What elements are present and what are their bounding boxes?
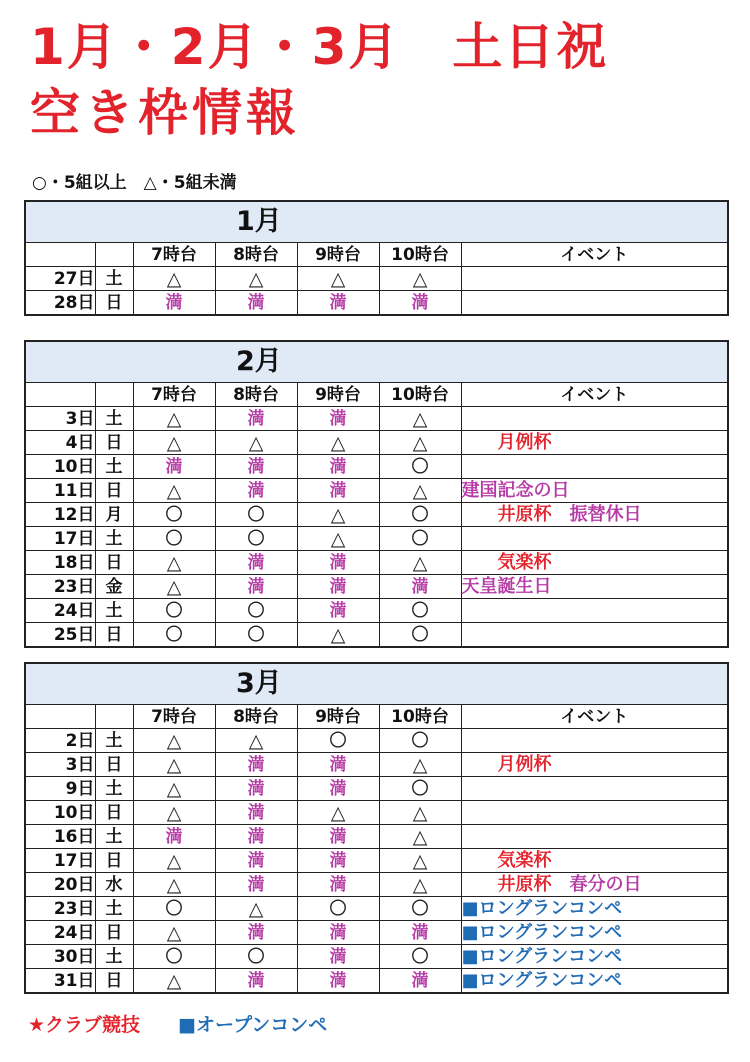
- date-cell: 24日: [25, 921, 95, 945]
- date-cell: 16日: [25, 825, 95, 849]
- event-cell: 天皇誕生日: [461, 575, 728, 599]
- event-cell: [461, 503, 728, 527]
- weekday-cell: 日: [95, 801, 133, 825]
- blank-header: [95, 243, 133, 267]
- date-cell: 4日: [25, 431, 95, 455]
- slot-status-cell: 〇: [133, 945, 215, 969]
- weekday-cell: 水: [95, 873, 133, 897]
- slot-status-cell: 〇: [215, 623, 297, 648]
- open-competition-label: ■オープンコンペ: [178, 1014, 328, 1036]
- slot-status-cell: 満: [379, 969, 461, 994]
- legend: ○・5組以上 △・5組未満: [32, 173, 237, 193]
- slot-status-cell: 〇: [133, 623, 215, 648]
- weekday-cell: 土: [95, 599, 133, 623]
- slot-status-cell: 満: [297, 455, 379, 479]
- column-header: 9時台: [297, 383, 379, 407]
- slot-status-cell: 満: [215, 801, 297, 825]
- schedule-table-3: [24, 662, 729, 994]
- table-row: [25, 873, 728, 897]
- slot-status-cell: △: [215, 431, 297, 455]
- date-cell: 10日: [25, 801, 95, 825]
- column-header: イベント: [461, 243, 728, 267]
- slot-status-cell: 〇: [379, 599, 461, 623]
- slot-status-cell: △: [297, 623, 379, 648]
- table-row: [25, 825, 728, 849]
- footer-legend: [28, 1010, 327, 1037]
- slot-status-cell: 満: [215, 407, 297, 431]
- slot-status-cell: 満: [297, 599, 379, 623]
- slot-status-cell: 満: [297, 291, 379, 316]
- event-cell: 月例杯: [461, 753, 728, 777]
- slot-status-cell: 満: [215, 753, 297, 777]
- event-cell: ■ロングランコンペ: [461, 921, 728, 945]
- slot-status-cell: 〇: [379, 729, 461, 753]
- slot-status-cell: 〇: [379, 777, 461, 801]
- table-row: [25, 969, 728, 994]
- slot-status-cell: 満: [215, 849, 297, 873]
- page-title-line1: 1月・2月・3月 土日祝: [30, 18, 609, 76]
- table-row: [25, 551, 728, 575]
- date-cell: 3日: [25, 407, 95, 431]
- slot-status-cell: △: [379, 801, 461, 825]
- column-header: 8時台: [215, 243, 297, 267]
- slot-status-cell: △: [379, 825, 461, 849]
- date-cell: 2日: [25, 729, 95, 753]
- slot-status-cell: △: [215, 267, 297, 291]
- slot-status-cell: △: [379, 407, 461, 431]
- schedule-table-2: [24, 340, 729, 648]
- slot-status-cell: 〇: [297, 897, 379, 921]
- date-cell: 23日: [25, 897, 95, 921]
- slot-status-cell: △: [133, 575, 215, 599]
- slot-status-cell: 〇: [297, 729, 379, 753]
- date-cell: 10日: [25, 455, 95, 479]
- column-header-row: [25, 705, 728, 729]
- slot-status-cell: 満: [379, 291, 461, 316]
- column-header: 10時台: [379, 705, 461, 729]
- club-competition-label: ★クラブ競技: [28, 1014, 141, 1036]
- table-row: [25, 431, 728, 455]
- weekday-cell: 金: [95, 575, 133, 599]
- column-header: 7時台: [133, 705, 215, 729]
- slot-status-cell: 満: [297, 873, 379, 897]
- date-cell: 17日: [25, 849, 95, 873]
- month-heading: [25, 341, 728, 383]
- slot-status-cell: 〇: [379, 623, 461, 648]
- weekday-cell: 日: [95, 623, 133, 648]
- slot-status-cell: △: [133, 777, 215, 801]
- blank-header: [95, 705, 133, 729]
- event-cell: [461, 267, 728, 291]
- slot-status-cell: 満: [215, 873, 297, 897]
- event-cell: [461, 291, 728, 316]
- event-cell: [461, 407, 728, 431]
- slot-status-cell: △: [133, 431, 215, 455]
- slot-status-cell: 〇: [133, 897, 215, 921]
- slot-status-cell: 〇: [133, 599, 215, 623]
- slot-status-cell: 満: [297, 753, 379, 777]
- date-cell: 11日: [25, 479, 95, 503]
- slot-status-cell: 満: [215, 575, 297, 599]
- table-row: [25, 575, 728, 599]
- date-cell: 25日: [25, 623, 95, 648]
- table-row: [25, 455, 728, 479]
- weekday-cell: 日: [95, 291, 133, 316]
- weekday-cell: 土: [95, 267, 133, 291]
- column-header: イベント: [461, 705, 728, 729]
- blank-header: [95, 383, 133, 407]
- slot-status-cell: 満: [215, 921, 297, 945]
- event-cell: [461, 801, 728, 825]
- event-cell: 気楽杯: [461, 551, 728, 575]
- slot-status-cell: △: [133, 267, 215, 291]
- event-cell: [461, 599, 728, 623]
- column-header: 10時台: [379, 383, 461, 407]
- slot-status-cell: 満: [133, 455, 215, 479]
- weekday-cell: 月: [95, 503, 133, 527]
- slot-status-cell: 満: [215, 455, 297, 479]
- table-row: [25, 503, 728, 527]
- weekday-cell: 土: [95, 407, 133, 431]
- blank-header: [25, 705, 95, 729]
- event-cell: 気楽杯: [461, 849, 728, 873]
- month-heading: [25, 201, 728, 243]
- event-cell: 月例杯: [461, 431, 728, 455]
- slot-status-cell: 満: [297, 479, 379, 503]
- table-row: [25, 291, 728, 316]
- table-row: [25, 753, 728, 777]
- slot-status-cell: 満: [379, 921, 461, 945]
- slot-status-cell: △: [133, 407, 215, 431]
- slot-status-cell: 〇: [133, 503, 215, 527]
- weekday-cell: 土: [95, 777, 133, 801]
- table-row: [25, 849, 728, 873]
- column-header: 9時台: [297, 705, 379, 729]
- weekday-cell: 日: [95, 921, 133, 945]
- table-row: [25, 777, 728, 801]
- slot-status-cell: △: [379, 479, 461, 503]
- event-cell: [461, 527, 728, 551]
- slot-status-cell: △: [133, 551, 215, 575]
- slot-status-cell: 〇: [215, 945, 297, 969]
- column-header: 7時台: [133, 383, 215, 407]
- slot-status-cell: △: [133, 921, 215, 945]
- table-row: [25, 729, 728, 753]
- date-cell: 18日: [25, 551, 95, 575]
- blank-header: [25, 243, 95, 267]
- slot-status-cell: △: [133, 969, 215, 994]
- event-competition: 井原杯: [461, 503, 570, 525]
- date-cell: 20日: [25, 873, 95, 897]
- slot-status-cell: 満: [297, 407, 379, 431]
- slot-status-cell: 満: [133, 825, 215, 849]
- slot-status-cell: 満: [297, 575, 379, 599]
- schedule-table-1: [24, 200, 729, 316]
- slot-status-cell: △: [133, 729, 215, 753]
- slot-status-cell: 満: [297, 849, 379, 873]
- date-cell: 12日: [25, 503, 95, 527]
- weekday-cell: 日: [95, 479, 133, 503]
- slot-status-cell: △: [379, 873, 461, 897]
- slot-status-cell: 満: [297, 969, 379, 994]
- event-competition: 井原杯: [461, 873, 570, 895]
- slot-status-cell: 満: [297, 551, 379, 575]
- event-cell: [461, 777, 728, 801]
- slot-status-cell: △: [297, 801, 379, 825]
- slot-status-cell: 満: [297, 825, 379, 849]
- slot-status-cell: △: [133, 479, 215, 503]
- event-cell: 建国記念の日: [461, 479, 728, 503]
- slot-status-cell: 満: [215, 479, 297, 503]
- date-cell: 30日: [25, 945, 95, 969]
- column-header: イベント: [461, 383, 728, 407]
- column-header: 8時台: [215, 705, 297, 729]
- slot-status-cell: 〇: [379, 455, 461, 479]
- slot-status-cell: 満: [133, 291, 215, 316]
- slot-status-cell: △: [215, 729, 297, 753]
- slot-status-cell: 〇: [379, 897, 461, 921]
- slot-status-cell: 満: [215, 777, 297, 801]
- event-cell: [461, 825, 728, 849]
- slot-status-cell: 満: [297, 777, 379, 801]
- event-cell: ■ロングランコンペ: [461, 969, 728, 994]
- slot-status-cell: △: [133, 801, 215, 825]
- table-row: [25, 599, 728, 623]
- event-cell: [461, 455, 728, 479]
- slot-status-cell: 〇: [133, 527, 215, 551]
- event-cell: [461, 623, 728, 648]
- weekday-cell: 土: [95, 945, 133, 969]
- slot-status-cell: 満: [215, 969, 297, 994]
- date-cell: 28日: [25, 291, 95, 316]
- table-row: [25, 945, 728, 969]
- weekday-cell: 日: [95, 849, 133, 873]
- page-title-line2: 空き枠情報: [30, 84, 300, 142]
- table-row: [25, 623, 728, 648]
- table-row: [25, 801, 728, 825]
- column-header: 10時台: [379, 243, 461, 267]
- slot-status-cell: 〇: [215, 527, 297, 551]
- blank-header: [25, 383, 95, 407]
- slot-status-cell: △: [133, 753, 215, 777]
- weekday-cell: 土: [95, 527, 133, 551]
- month-label: 2月: [236, 346, 282, 377]
- slot-status-cell: △: [297, 503, 379, 527]
- table-row: [25, 897, 728, 921]
- slot-status-cell: △: [379, 431, 461, 455]
- slot-status-cell: △: [297, 527, 379, 551]
- weekday-cell: 土: [95, 729, 133, 753]
- slot-status-cell: △: [379, 753, 461, 777]
- date-cell: 17日: [25, 527, 95, 551]
- slot-status-cell: △: [215, 897, 297, 921]
- slot-status-cell: △: [133, 849, 215, 873]
- weekday-cell: 土: [95, 455, 133, 479]
- slot-status-cell: △: [297, 431, 379, 455]
- table-row: [25, 267, 728, 291]
- weekday-cell: 日: [95, 431, 133, 455]
- date-cell: 27日: [25, 267, 95, 291]
- event-cell: [461, 729, 728, 753]
- month-label: 1月: [236, 206, 282, 237]
- column-header-row: [25, 243, 728, 267]
- month-label: 3月: [236, 668, 282, 699]
- date-cell: 23日: [25, 575, 95, 599]
- slot-status-cell: 満: [379, 575, 461, 599]
- column-header: 7時台: [133, 243, 215, 267]
- weekday-cell: 日: [95, 753, 133, 777]
- slot-status-cell: 満: [297, 921, 379, 945]
- column-header: 8時台: [215, 383, 297, 407]
- event-holiday: 春分の日: [569, 873, 642, 895]
- date-cell: 3日: [25, 753, 95, 777]
- column-header: 9時台: [297, 243, 379, 267]
- slot-status-cell: △: [379, 849, 461, 873]
- slot-status-cell: 満: [297, 945, 379, 969]
- weekday-cell: 土: [95, 897, 133, 921]
- slot-status-cell: △: [379, 267, 461, 291]
- event-cell: ■ロングランコンペ: [461, 897, 728, 921]
- month-heading: [25, 663, 728, 705]
- event-holiday: 振替休日: [569, 503, 642, 525]
- slot-status-cell: 〇: [379, 527, 461, 551]
- weekday-cell: 土: [95, 825, 133, 849]
- slot-status-cell: 〇: [215, 503, 297, 527]
- slot-status-cell: 〇: [379, 503, 461, 527]
- slot-status-cell: 〇: [379, 945, 461, 969]
- date-cell: 9日: [25, 777, 95, 801]
- event-cell: ■ロングランコンペ: [461, 945, 728, 969]
- table-row: [25, 921, 728, 945]
- date-cell: 31日: [25, 969, 95, 994]
- weekday-cell: 日: [95, 969, 133, 994]
- table-row: [25, 407, 728, 431]
- weekday-cell: 日: [95, 551, 133, 575]
- date-cell: 24日: [25, 599, 95, 623]
- column-header-row: [25, 383, 728, 407]
- slot-status-cell: △: [379, 551, 461, 575]
- slot-status-cell: △: [297, 267, 379, 291]
- table-row: [25, 479, 728, 503]
- slot-status-cell: 〇: [215, 599, 297, 623]
- slot-status-cell: 満: [215, 291, 297, 316]
- slot-status-cell: △: [133, 873, 215, 897]
- slot-status-cell: 満: [215, 825, 297, 849]
- table-row: [25, 527, 728, 551]
- event-cell: [461, 873, 728, 897]
- slot-status-cell: 満: [215, 551, 297, 575]
